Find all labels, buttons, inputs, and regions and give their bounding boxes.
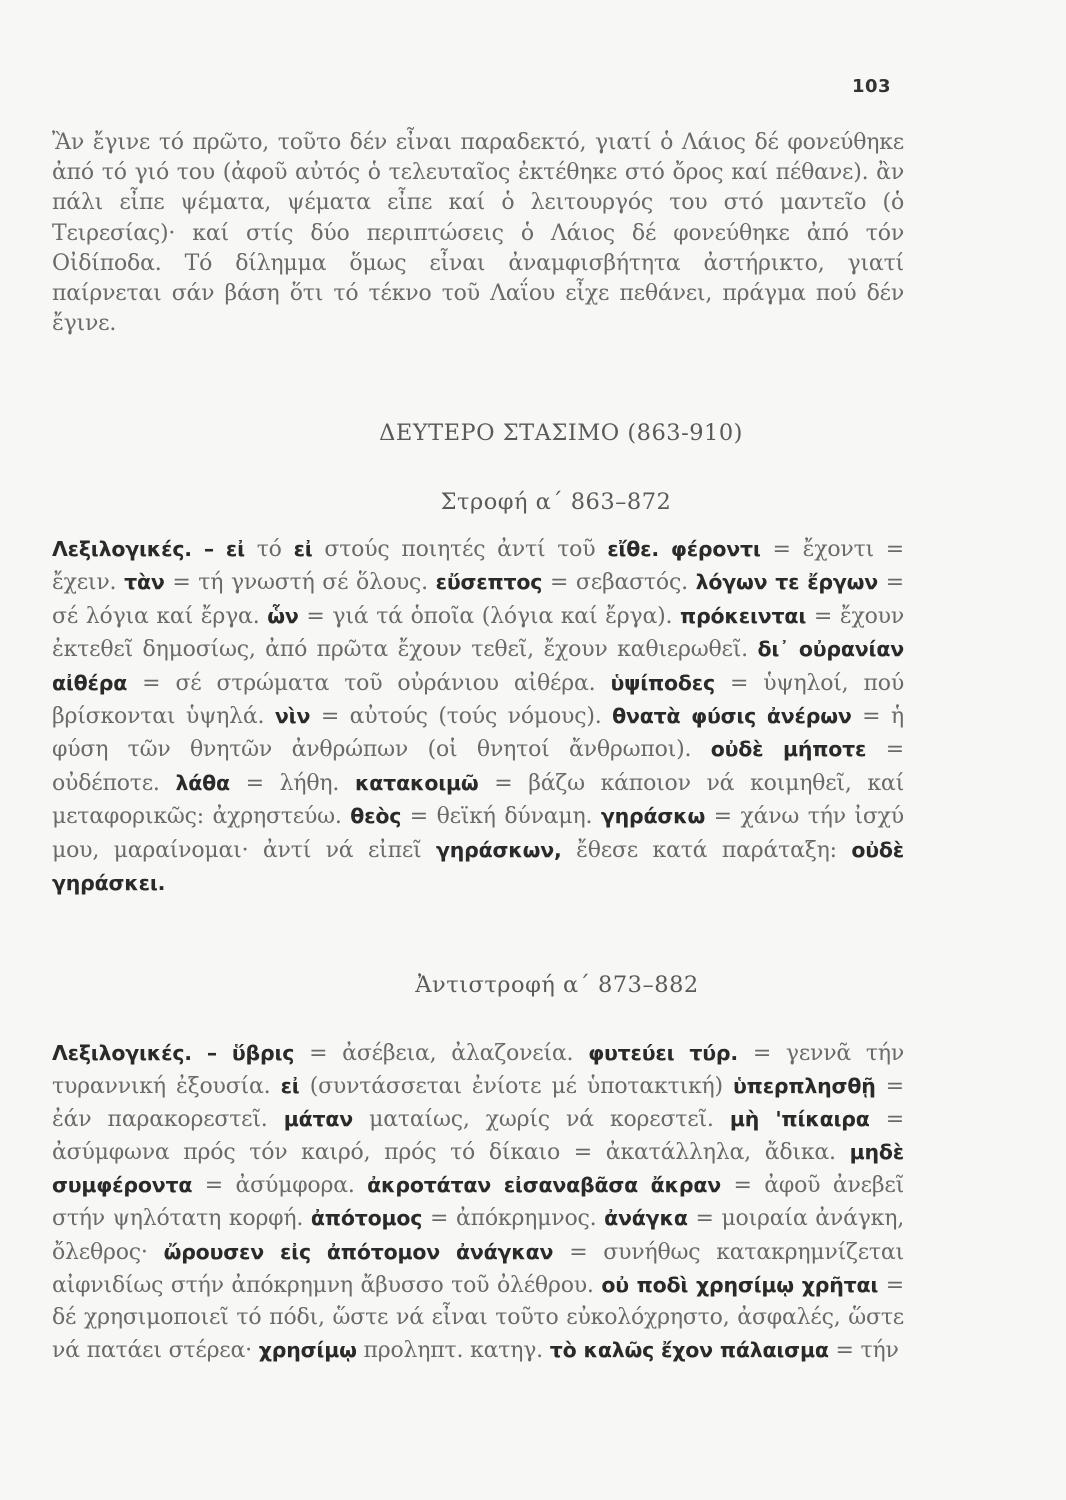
gloss-definition: = γιά τά ὁποῖα (λόγια καί ἔργα). <box>298 603 681 629</box>
gloss-definition: = λήθη. <box>229 770 355 796</box>
gloss-definition: = τή γνωστή σέ ὅλους. <box>164 570 436 596</box>
gloss-term: ὑψίποδες <box>610 670 715 695</box>
gloss-definition: = τήν <box>828 1337 899 1363</box>
gloss-term: γηράσκω <box>600 804 706 829</box>
gloss-term: ὧν <box>267 603 299 628</box>
gloss-term: γηράσκων, <box>435 837 562 862</box>
gloss-definition: ματαίως, χωρίς νά κορεστεῖ. <box>353 1107 730 1133</box>
gloss-definition: = δέ χρησιμοποιεῖ τό πόδι, ὥστε νά εἶναι τοῦτο εὐκολόχρηστο, ἀσφαλές, ὥστε νά πατάει στέρεα· <box>52 1272 904 1363</box>
gloss-definition: = οὐδέποτε. <box>52 737 904 796</box>
gloss-term: μηδὲ συμφέροντα <box>52 1140 904 1198</box>
gloss-definition: = ἀσύμφωνα πρός τόν καιρό, πρός τό δίκαιο = ἀκατάλληλα, ἄδικα. <box>52 1107 904 1166</box>
gloss-term: εἰ <box>293 537 313 561</box>
gloss-term: λόγων τε ἔργων <box>695 570 879 595</box>
gloss-definition: = αὐτούς (τούς νόμους). <box>310 704 613 730</box>
gloss-term: λάθα <box>175 770 230 795</box>
antistrophe-glossary <box>52 1037 904 1367</box>
gloss-definition: (συντάσσεται ἐνίοτε μέ ὑποτακτική) <box>299 1074 734 1100</box>
gloss-term: οὐ ποδὶ χρησίμῳ χρῆται <box>601 1272 879 1297</box>
gloss-definition: προληπτ. κατηγ. <box>356 1337 550 1363</box>
gloss-definition: = ὑψηλοί, πού βρίσκονται ὑψηλά. <box>52 670 904 730</box>
gloss-term: δι᾽ οὐρανίαν αἰθέρα <box>52 637 904 695</box>
gloss-term: μὴ 'πίκαιρα <box>729 1107 870 1132</box>
antistrophe-heading: Ἀντιστροφή α΄ 873–882 <box>415 972 699 998</box>
gloss-term: πρόκεινται <box>680 603 807 628</box>
gloss-term: οὐδὲ μήποτε <box>710 737 867 762</box>
gloss-term: ἀπότομος <box>310 1206 423 1231</box>
gloss-definition: = γεννᾶ τήν τυραννική ἐξουσία. <box>52 1041 905 1100</box>
gloss-term: θνατὰ φύσις ἀνέρων <box>612 704 852 729</box>
gloss-term: τὸ καλῶς ἔχον πάλαισμα <box>549 1337 829 1362</box>
gloss-term: φυτεύει τύρ. <box>588 1041 738 1065</box>
gloss-definition: = χάνω τήν ἰσχύ μου, μαραίνομαι· ἀντί νά εἰπεῖ <box>52 804 904 863</box>
gloss-definition: ἔθεσε κατά παράταξη: <box>561 837 852 863</box>
gloss-term: νὶν <box>274 704 311 729</box>
gloss-term: Λεξιλογικές. – εἰ <box>52 537 245 561</box>
gloss-term: εὔσεπτος <box>435 570 543 595</box>
gloss-term: εἰ <box>280 1074 300 1099</box>
gloss-definition: = σέ στρώματα τοῦ οὐράνιου αἰθέρα. <box>127 670 611 696</box>
gloss-term: χρησίμῳ <box>258 1337 357 1362</box>
gloss-term: κατακοιμῶ <box>354 770 479 795</box>
gloss-term: ὑπερπλησθῇ <box>733 1074 876 1099</box>
gloss-definition: = ἀφοῦ ἀνεβεῖ στήν ψηλότατη κορφή. <box>52 1173 905 1232</box>
gloss-term: τὰν <box>124 570 165 595</box>
gloss-definition: = ἀπόκρημνος. <box>422 1206 605 1232</box>
gloss-definition: = ἡ φύση τῶν θνητῶν ἀνθρώπων (οἱ θνητοί ἄνθρωποι). <box>52 704 904 763</box>
gloss-definition: = θεϊκή δύναμη. <box>401 804 601 830</box>
gloss-term: ὤρουσεν εἰς ἀπότομον ἀνάγκαν <box>163 1239 554 1264</box>
strophe-glossary <box>52 533 904 900</box>
gloss-definition: = ἀσύμφορα. <box>192 1173 368 1199</box>
gloss-definition: στούς ποιητές ἀντί τοῦ <box>312 537 608 562</box>
gloss-definition: = συνήθως κατακρημνίζεται αἰφνιδίως στήν ἀπόκρημνη ἄβυσσο τοῦ ὀλέθρου. <box>52 1239 904 1298</box>
gloss-definition: τό <box>244 537 294 562</box>
gloss-term: ἀνάγκα <box>604 1206 688 1231</box>
gloss-definition: = ἔχουν ἐκτεθεῖ δημοσίως, ἀπό πρῶτα ἔχουν τεθεῖ, ἔχουν καθιερωθεῖ. <box>52 603 904 663</box>
gloss-definition: = μοιραία ἀνάγκη, ὄλεθρος· <box>52 1206 904 1265</box>
gloss-definition: = σέ λόγια καί ἔργα. <box>52 570 905 629</box>
gloss-term: Λεξιλογικές. – ὕβρις <box>52 1041 295 1065</box>
gloss-term: μάταν <box>283 1107 354 1132</box>
strophe-heading: Στροφή α΄ 863–872 <box>440 489 672 515</box>
gloss-definition: = βάζω κάποιον νά κοιμηθεῖ, καί μεταφορικῶς: ἀχρηστεύω. <box>52 770 905 830</box>
gloss-definition: = <box>760 537 803 562</box>
gloss-term: εἴθε. φέροντι <box>607 537 761 561</box>
intro-paragraph: Ἂν ἔγινε τό πρῶτο, τοῦτο δέν εἶναι παραδεκτό, γιατί ὁ Λάιος δέ φονεύθηκε ἀπό τό γιό του (ἀφοῦ αὐτός ὁ τελευταῖος ἐκτέθηκε στό ὄρος καί πέθανε). ἂν πάλι εἶπε ψέματα, ψέματα εἶπε καί ὁ λειτουργός του στό μαντεῖο (ὁ Τειρεσίας)· καί στίς δύο περιπτώσεις ὁ Λάιος δέ φονεύθηκε ἀπό τόν Οἰδίποδα. Τό δίλημμα ὅμως εἶναι ἀναμφισβήτητα ἀστήρικτο, γιατί παίρνεται σάν βάση ὅτι τό τέκνο τοῦ Λαΐου εἶχε πεθάνει, πράγμα πού δέν ἔγινε. <box>52 130 904 337</box>
gloss-term: ἀκροτάταν εἰσαναβᾶσα ἄκραν <box>367 1173 722 1198</box>
gloss-term: οὐδὲ γηράσκει. <box>52 837 905 896</box>
gloss-term: θεὸς <box>350 804 402 829</box>
page-number: 103 <box>852 76 892 97</box>
gloss-definition: ἔχοντι = ἔχειν. <box>52 537 905 596</box>
gloss-definition: = σεβαστός. <box>542 570 696 596</box>
gloss-definition: = ἀσέβεια, ἀλαζονεία. <box>294 1041 589 1066</box>
gloss-definition: = ἐάν παρακορεστεῖ. <box>52 1074 904 1133</box>
section-title: ΔΕΥΤΕΡΟ ΣΤΑΣΙΜΟ (863-910) <box>379 420 743 446</box>
